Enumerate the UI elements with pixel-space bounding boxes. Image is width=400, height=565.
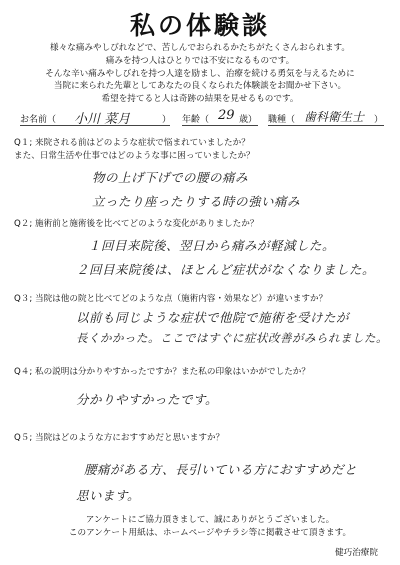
- question-1: [14, 137, 394, 162]
- age-value: 29: [218, 108, 235, 123]
- intro-line: 当院に来られた先輩としてあなたの良くなられた体験談をお聞かせ下さい。: [53, 81, 347, 92]
- answer-2-line-1: １回目来院後、翌日から痛みが軽減した。: [88, 238, 336, 253]
- job-label: 職種（: [268, 115, 296, 125]
- answer-2-line-2: ２回目来院後は、ほとんど症状がなくなりました。: [76, 262, 376, 277]
- footer-line: このアンケート用紙は、ホームページやチラシ等に掲載させて頂きます。: [68, 527, 352, 538]
- name-label: お名前（: [20, 115, 57, 125]
- age-unit: 歳）: [239, 115, 258, 125]
- question-text: Q２; 施術前と施術後を比べてどのような変化がありましたか？: [14, 219, 259, 229]
- intro-line: 様々な痛みやしびれなどで、苦しんでおられるかたちがたくさんおられます。: [50, 43, 350, 53]
- job-underline: [268, 125, 384, 126]
- intro-line: 希望を持てると人は奇跡の結果を見せるものです。: [101, 94, 299, 105]
- age-underline: [182, 125, 258, 126]
- answer-3-line-2: 長くかかった。ここではすぐに症状改善がみられました。: [76, 331, 388, 345]
- clinic-name: 健巧治療院: [335, 548, 378, 558]
- question-text: Q１; 来院される前はどのような症状で悩まれていましたか？: [14, 138, 250, 148]
- question-2: [14, 218, 394, 231]
- question-text: また、日常生活や仕事ではどのような事に困っていましたか？: [14, 150, 255, 161]
- intro-text: [20, 42, 380, 106]
- name-underline: [20, 125, 170, 126]
- job-value: 歯科衛生士: [304, 110, 365, 124]
- intro-line: そんな辛い痛みやしびれを持つ人達を励まし、治療を続ける勇気を与えるために: [45, 68, 355, 79]
- question-5: [14, 432, 394, 445]
- page-title: 私の体験談: [129, 11, 270, 40]
- answer-4-line-1: 分かりやすかったです。: [76, 392, 219, 407]
- question-text: Q５; 当院はどのような方におすすめだと思いますか？: [14, 433, 225, 443]
- question-text: Q４; 私の説明は分かりやすかったですか？また私の印象はいかがでしたか？: [14, 367, 310, 377]
- question-4: [14, 366, 394, 379]
- footer-line: アンケートにご協力頂きまして、誠にありがとうございました。: [85, 515, 335, 525]
- job-close: ）: [374, 115, 384, 125]
- age-label: 年齢（: [182, 115, 210, 125]
- name-value: 小川 菜月: [74, 112, 131, 127]
- answer-1-line-1: 物の上げ下げでの腰の痛み: [92, 170, 249, 185]
- answer-5-line-2: 思います。: [76, 488, 141, 503]
- intro-line: 痛みを持つ人はひとりでは不安になるものです。: [105, 55, 295, 66]
- answer-5-line-1: 腰痛がある方、長引いている方におすすめだと: [84, 462, 358, 477]
- name-close: ）: [162, 115, 172, 125]
- respondent-info-row: [14, 108, 390, 128]
- answer-3-line-1: 以前も同じような症状で他院で施術を受けたが: [76, 310, 350, 325]
- footer-text: [30, 514, 390, 539]
- answer-1-line-2: 立ったり座ったりする時の強い痛み: [92, 194, 301, 209]
- question-3: [14, 293, 394, 306]
- question-text: Q３; 当院は他の院と比べてどのような点（施術内容・効果など）が違いますか？: [14, 294, 328, 304]
